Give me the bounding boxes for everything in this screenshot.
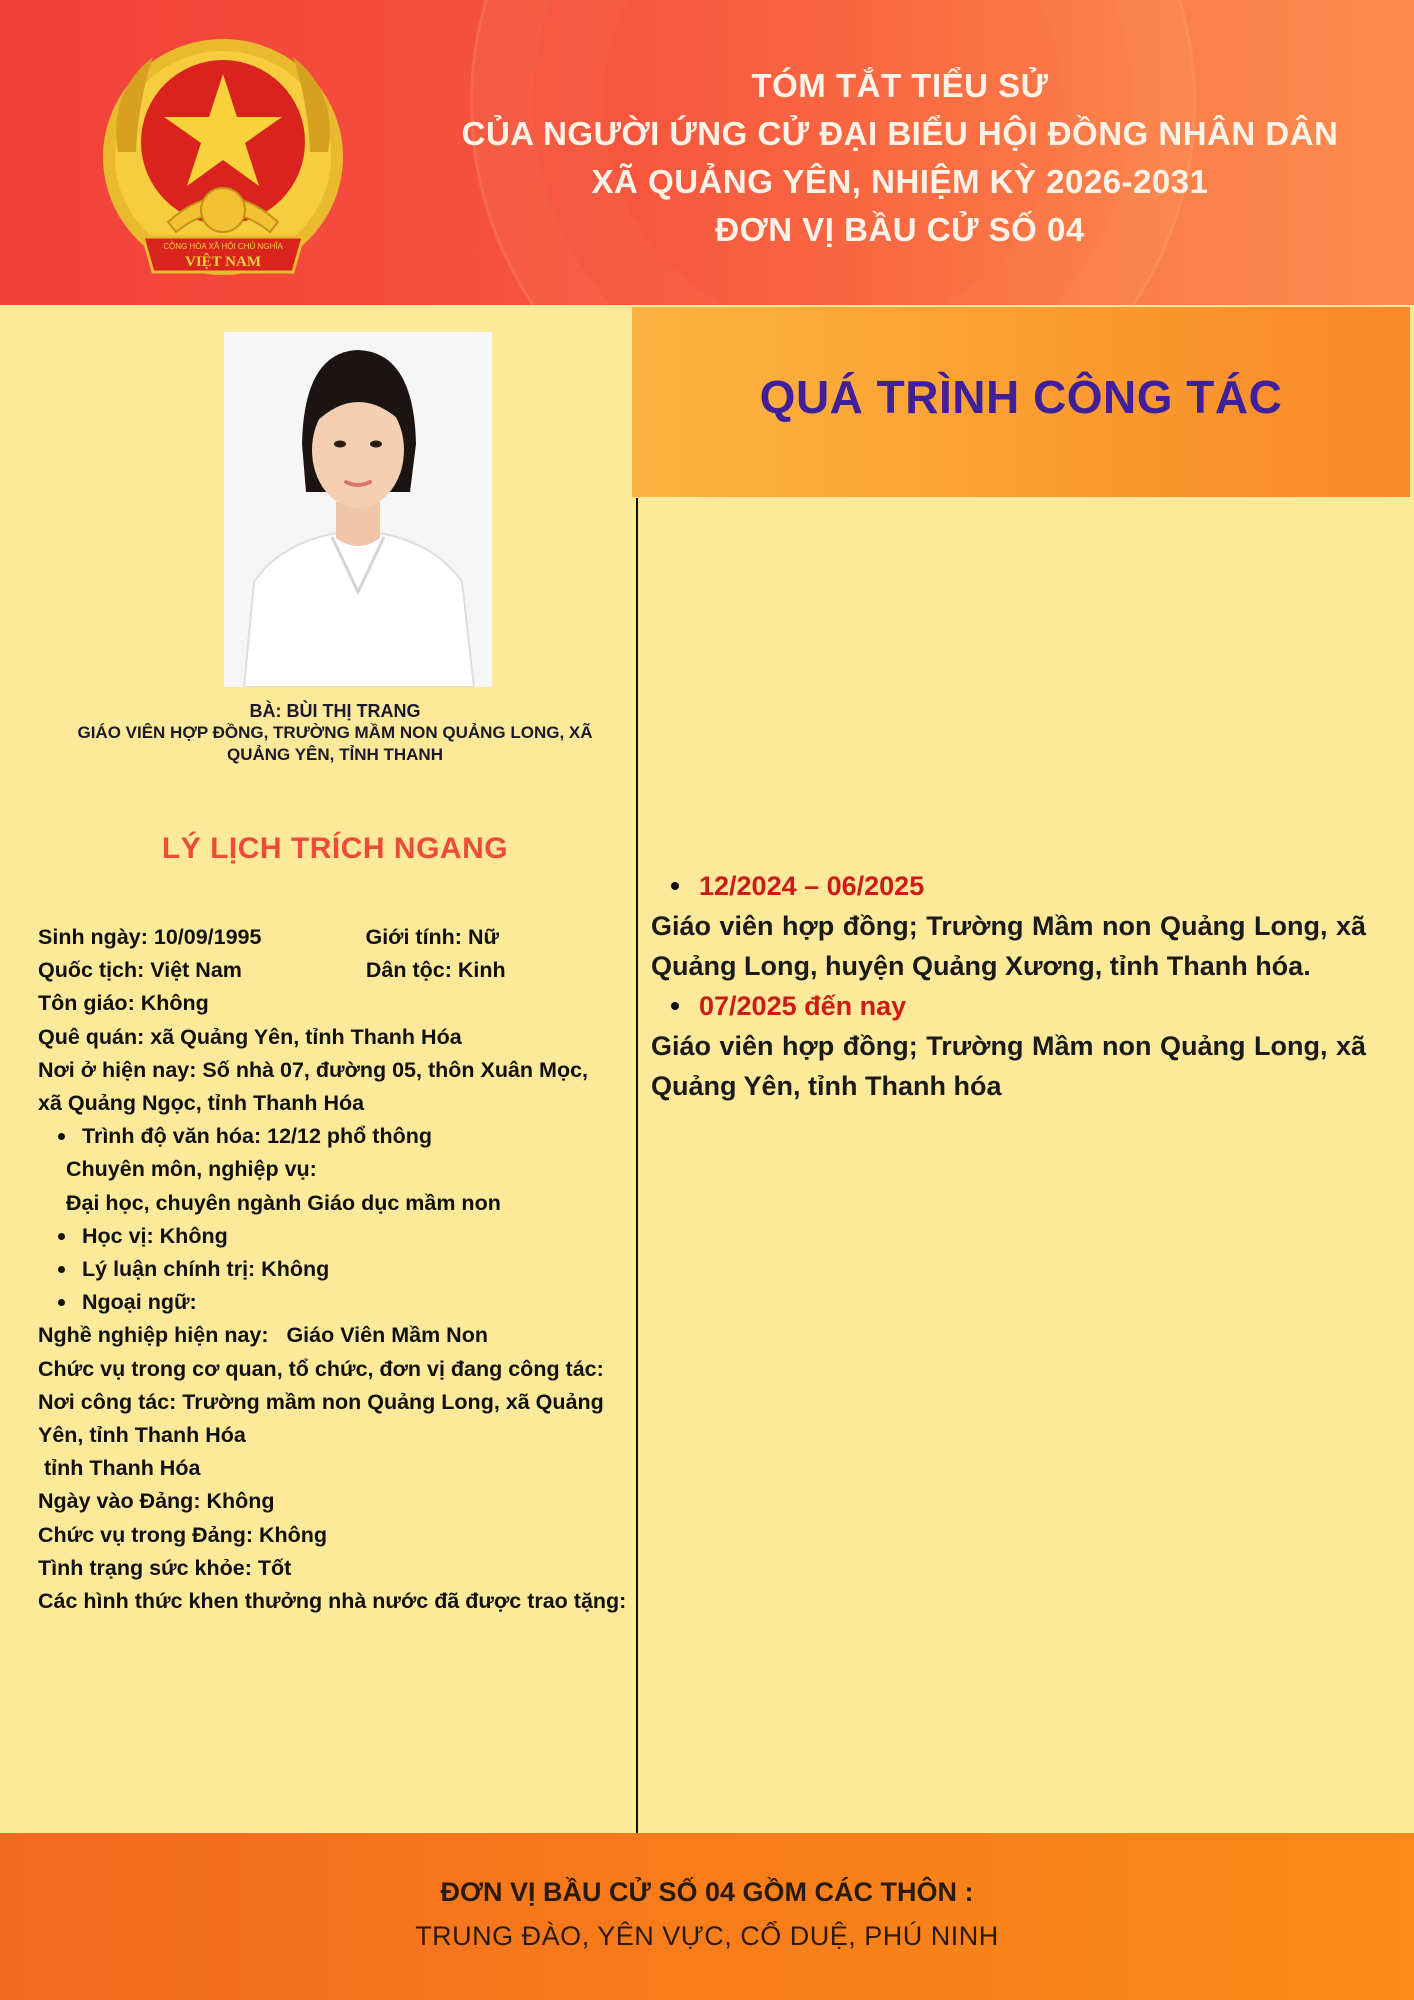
bio-workplace-line-2: Yên, tỉnh Thanh Hóa [38,1423,246,1448]
bio-position: Chức vụ trong cơ quan, tổ chức, đơn vị đang công tác: [38,1356,604,1381]
work-history-list [651,866,1366,1106]
work-entry-description-2: Giáo viên hợp đồng; Trường Mầm non Quảng Long, xã Quảng Yên, tỉnh Thanh hóa [651,1031,1366,1101]
bio-details [38,921,633,1618]
bio-row-nationality-ethnicity [38,954,633,987]
header-title-line-4: ĐƠN VỊ BẦU CỬ SỐ 04 [715,211,1085,248]
bio-political-text: Lý luận chính trị: Không [82,1257,330,1282]
bio-party-position: Chức vụ trong Đảng: Không [38,1522,328,1547]
work-entry-period-1: 12/2024 – 06/2025 [651,866,1366,906]
bio-language-text: Ngoại ngữ: [82,1290,197,1315]
work-entry-period-2: 07/2025 đến nay [651,986,1366,1026]
candidate-name: BÀ: BÙI THỊ TRANG [249,701,421,721]
national-emblem-icon [98,32,348,287]
work-history-title: QUÁ TRÌNH CÔNG TÁC [759,371,1283,423]
bio-party-join: Ngày vào Đảng: Không [38,1489,275,1514]
header-banner [0,0,1414,305]
footer-villages: TRUNG ĐÀO, YÊN VỰC, CỔ DUỆ, PHÚ NINH [415,1921,999,1951]
header-title-line-2: CỦA NGƯỜI ỨNG CỬ ĐẠI BIỂU HỘI ĐỒNG NHÂN DÂN [461,115,1339,152]
bio-workplace-line-1: Nơi công tác: Trường mầm non Quảng Long, xã Quảng [38,1389,604,1414]
candidate-info [30,700,640,766]
bio-religion: Tôn giáo: Không [38,991,209,1016]
candidate-role-line-1: GIÁO VIÊN HỢP ĐỒNG, TRƯỜNG MẦM NON QUẢNG LONG, XÃ [77,723,593,742]
bio-degree [38,1220,633,1253]
bio-political [38,1253,633,1286]
header-title-line-1: TÓM TẮT TIỂU SỬ [751,67,1049,104]
bio-hometown: Quê quán: xã Quảng Yên, tỉnh Thanh Hóa [38,1024,462,1049]
footer-title: ĐƠN VỊ BẦU CỬ SỐ 04 GỒM CÁC THÔN : [440,1877,974,1907]
work-entry-description-1: Giáo viên hợp đồng; Trường Mầm non Quảng Long, xã Quảng Long, huyện Quảng Xương, tỉnh Thanh hóa. [651,911,1366,981]
bio-residence-line-1: Nơi ở hiện nay: Số nhà 07, đường 05, thôn Xuân Mọc, [38,1057,589,1082]
emblem-subtext: CỘNG HÒA XÃ HỘI CHỦ NGHĨA [163,242,283,251]
bio-education-text: Trình độ văn hóa: 12/12 phổ thông [82,1124,432,1149]
emblem-text: VIỆT NAM [185,254,261,270]
bio-health: Tình trạng sức khỏe: Tốt [38,1555,292,1580]
bio-ethnicity: Dân tộc: Kinh [365,958,506,983]
bio-awards: Các hình thức khen thưởng nhà nước đã được trao tặng: [38,1589,627,1614]
bio-gender: Giới tính: Nữ [365,925,500,949]
bio-row-birth-gender [38,921,633,954]
bio-birth: Sinh ngày: 10/09/1995 [38,925,262,949]
bio-specialty-value: Đại học, chuyên ngành Giáo dục mầm non [66,1190,501,1215]
header-title-line-3: XÃ QUẢNG YÊN, NHIỆM KỲ 2026-2031 [591,163,1209,200]
bio-degree-text: Học vị: Không [82,1223,228,1248]
bio-workplace-line-3: tỉnh Thanh Hóa [38,1456,201,1481]
header-titles [420,62,1380,254]
bio-education [38,1120,633,1153]
bio-occupation: Nghề nghiệp hiện nay: Giáo Viên Mầm Non [38,1323,488,1348]
bio-section-title: LÝ LỊCH TRÍCH NGANG [161,832,509,865]
candidate-role-line-2: QUẢNG YÊN, TỈNH THANH [227,745,443,764]
candidate-portrait [224,332,492,687]
bio-nationality: Quốc tịch: Việt Nam [38,958,242,983]
bio-language [38,1286,633,1319]
footer-banner [0,1833,1414,2000]
bio-residence-line-2: xã Quảng Ngọc, tỉnh Thanh Hóa [38,1091,365,1116]
bio-specialty-label: Chuyên môn, nghiệp vụ: [66,1157,317,1182]
column-divider [636,498,638,1833]
